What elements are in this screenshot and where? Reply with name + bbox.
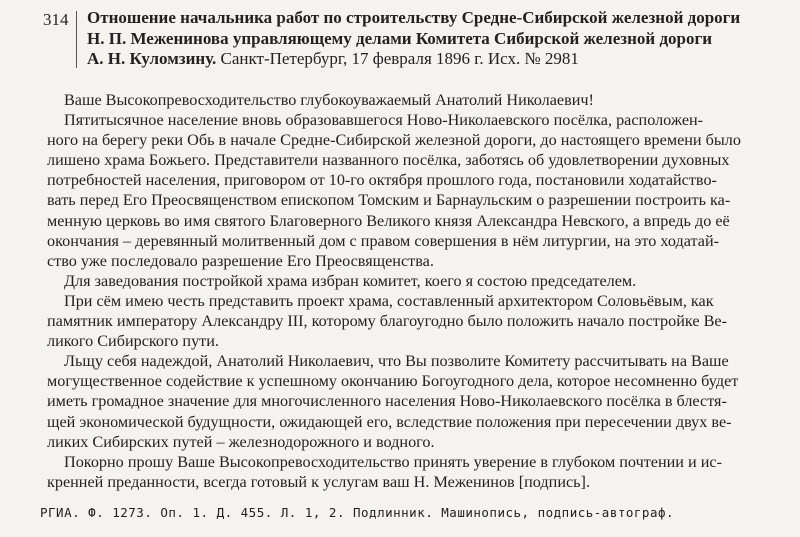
body-line-salutation: Ваше Высокопревосходительство глубокоуважаемый Анатолий Николаевич! — [64, 91, 594, 109]
document-number: 314 — [43, 10, 69, 29]
body-line: Для заведования постройкой храма избран комитет, коего я состою председателем. — [64, 271, 637, 290]
letter-body — [47, 90, 786, 492]
header-line-3 — [87, 49, 787, 70]
body-line: иметь громадное значение для многочисленного населения Ново-Николаевского посёлка в блестя- — [47, 392, 727, 411]
body-line: Покорно прошу Ваше Высокопревосходительство принять уверение в глубоком почтении и ис- — [64, 452, 722, 471]
body-line: кренней преданности, всегда готовый к услугам ваш Н. Меженинов [подпись]. — [47, 472, 590, 491]
body-line: ликого Сибирского пути. — [47, 332, 219, 351]
body-line: окончания – деревянный молитвенный дом с правом совершения в нём литургии, на это ходатай- — [47, 231, 720, 250]
body-line: памятник императору Александру III, которому благоугодно было положить начало постройке Ве- — [47, 312, 727, 331]
document-header — [87, 8, 787, 70]
header-title-line-1: Отношение начальника работ по строительству Средне-Сибирской железной дороги — [87, 8, 741, 27]
body-line: менную церковь во имя святого Благоверного Великого князя Александра Невского, а впредь до её — [47, 211, 730, 230]
body-line: ликих Сибирских путей – железнодорожного и водного. — [47, 432, 435, 451]
body-line: потребностей населения, приговором от 10-го октября прошлого года, постановили ходатайство- — [47, 171, 717, 190]
body-line: ство уже последовало разрешение Его Преосвященства. — [47, 251, 434, 270]
header-place-date-ref: Санкт-Петербург, 17 февраля 1896 г. Исх. № 2981 — [216, 49, 579, 68]
body-line: При сём имею честь представить проект храма, составленный архитектором Соловьёвым, как — [64, 291, 714, 310]
header-addressee: А. Н. Куломзину. — [87, 49, 217, 68]
body-line: щей экономической будущности, ожидающей его, вследствие положения при пересечении двух ве- — [47, 412, 732, 431]
body-line: могущественное содействие к успешному окончанию Богоугодного дела, которое несомненно будет — [47, 372, 739, 391]
body-line: Льщу себя надеждой, Анатолий Николаевич, что Вы позволите Комитету рассчитывать на Ваше — [64, 352, 729, 371]
archival-source-note: РГИА. Ф. 1273. Оп. 1. Д. 455. Л. 1, 2. Подлинник. Машинопись, подпись-автограф. — [40, 505, 675, 520]
body-line: лишено храма Божьего. Представители названного посёлка, заботясь об удовлетворении духовных — [47, 151, 730, 170]
body-line: ного на берегу реки Обь в начале Средне-Сибирской железной дороги, до настоящего времени было — [47, 131, 741, 150]
header-rule — [76, 11, 77, 68]
body-line: вать перед Его Преосвященством епископом Томским и Барнаульским о разрешении построить ка- — [47, 191, 731, 210]
header-title-line-2: Н. П. Меженинова управляющему делами Комитета Сибирской железной дороги — [87, 28, 713, 48]
body-line: Пятитысячное население вновь образовавшегося Ново-Николаевского посёлка, расположен- — [64, 111, 704, 130]
